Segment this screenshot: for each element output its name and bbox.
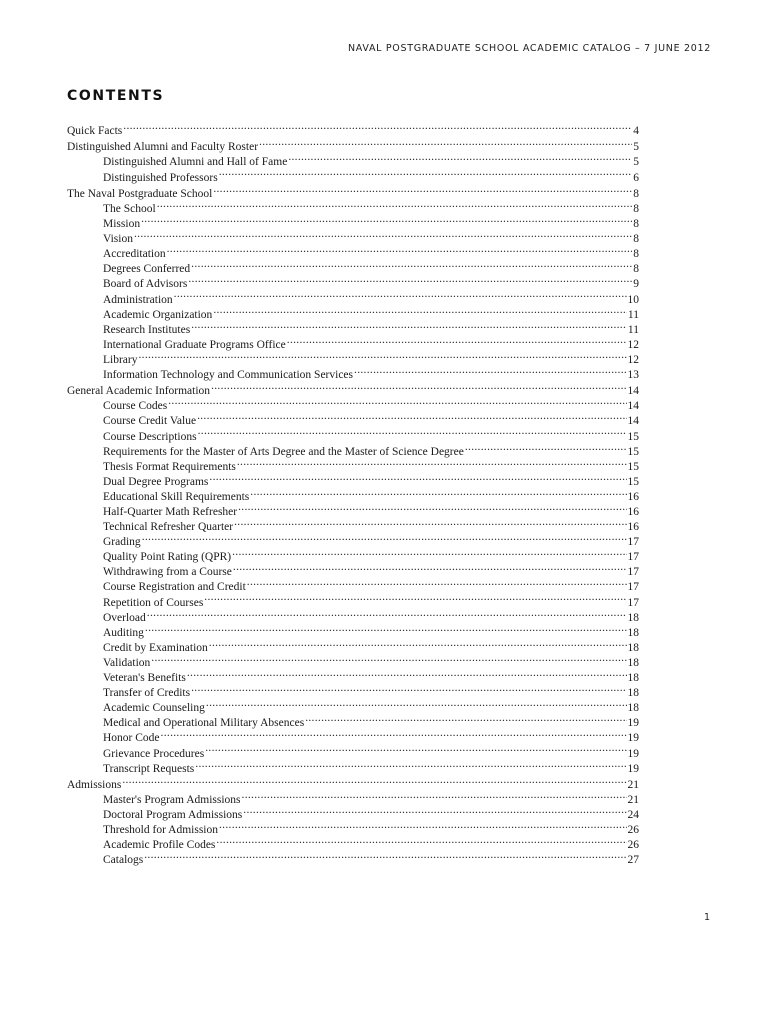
toc-entry[interactable] [67, 651, 639, 669]
toc-entry-page[interactable]: 19 [627, 732, 639, 745]
toc-entry-label[interactable]: Threshold for Admission [103, 824, 218, 837]
toc-entry-label[interactable]: General Academic Information [67, 385, 211, 398]
toc-entry[interactable] [67, 666, 639, 685]
dot-leader [141, 212, 632, 227]
dot-leader [188, 272, 632, 287]
toc-entry[interactable] [67, 135, 639, 154]
running-header: NAVAL POSTGRADUATE SCHOOL ACADEMIC CATALOG – 7 JUNE 2012 [347, 43, 711, 54]
toc-entry-page[interactable]: 17 [627, 551, 639, 564]
toc-entry-label[interactable]: Catalogs [103, 854, 144, 867]
toc-entry[interactable] [67, 545, 639, 564]
dot-leader [191, 681, 626, 696]
toc-entry-label[interactable]: Board of Advisors [103, 278, 188, 291]
toc-entry-label[interactable]: Auditing [103, 626, 144, 639]
dot-leader [233, 560, 627, 575]
toc-entry-page[interactable]: 8 [633, 233, 639, 246]
toc-entry-page[interactable]: 18 [627, 656, 639, 669]
dot-leader [211, 379, 626, 394]
toc-entry-page[interactable]: 11 [627, 308, 639, 321]
dot-leader [168, 394, 626, 409]
toc-entry[interactable] [67, 848, 639, 867]
toc-entry-page[interactable]: 15 [627, 430, 639, 443]
toc-entry-label[interactable]: Administration [103, 293, 173, 306]
toc-entry-label[interactable]: Library [103, 353, 138, 366]
toc-entry-label[interactable]: Research Institutes [103, 323, 191, 336]
toc-entry-label[interactable]: International Graduate Programs Office [103, 338, 286, 351]
toc-entry-label[interactable]: Distinguished Professors [103, 171, 218, 184]
page-title: CONTENTS [67, 88, 165, 104]
toc-entry-page[interactable]: 18 [627, 626, 639, 639]
dot-leader [219, 818, 627, 833]
dot-leader [354, 363, 626, 378]
toc-entry-label[interactable]: Admissions [67, 778, 122, 791]
toc-entry-label[interactable]: Course Codes [103, 400, 168, 413]
toc-entry[interactable] [67, 363, 639, 381]
toc-entry[interactable] [67, 227, 639, 246]
toc-entry-page[interactable]: 9 [633, 278, 639, 291]
page-number: 1 [703, 912, 710, 923]
toc-entry-page[interactable]: 15 [627, 475, 639, 488]
toc-entry-page[interactable]: 17 [627, 536, 639, 549]
toc-entry-label[interactable]: Educational Skill Requirements [103, 490, 250, 503]
toc-entry-label[interactable]: Withdrawing from a Course [103, 566, 232, 579]
toc-entry-page[interactable]: 18 [627, 702, 639, 715]
toc-entry-label[interactable]: Grievance Procedures [103, 747, 205, 760]
toc-entry-label[interactable]: Thesis Format Requirements [103, 460, 236, 473]
toc-entry-page[interactable]: 18 [627, 611, 639, 624]
toc-entry-label[interactable]: Repetition of Courses [103, 596, 204, 609]
dot-leader [157, 197, 633, 212]
dot-leader [134, 227, 632, 242]
toc-entry-page[interactable]: 14 [627, 415, 639, 428]
toc-entry-page[interactable]: 12 [627, 353, 639, 366]
dot-leader [174, 287, 627, 302]
toc-entry-page[interactable]: 19 [627, 747, 639, 760]
toc-entry[interactable] [67, 348, 639, 366]
toc-entry-page[interactable]: 4 [633, 125, 639, 138]
toc-entry-page[interactable]: 11 [627, 323, 639, 336]
toc-entry-label[interactable]: Transcript Requests [103, 762, 195, 775]
dot-leader [247, 575, 627, 590]
dot-leader [234, 515, 626, 530]
toc-entry-page[interactable]: 8 [633, 263, 639, 276]
toc-entry-page[interactable]: 26 [627, 839, 639, 852]
dot-leader [305, 711, 626, 726]
toc-entry-page[interactable]: 19 [627, 762, 639, 775]
toc-entry[interactable] [67, 212, 639, 231]
toc-entry-label[interactable]: The Naval Postgraduate School [67, 187, 213, 200]
dot-leader [237, 455, 627, 470]
toc-entry-label[interactable]: Degrees Conferred [103, 263, 191, 276]
toc-entry-label[interactable]: Medical and Operational Military Absences [103, 717, 305, 730]
dot-leader [242, 788, 627, 803]
toc-entry[interactable] [67, 119, 639, 138]
toc-entry-page[interactable]: 16 [627, 521, 639, 534]
toc-entry-page[interactable]: 21 [627, 778, 639, 791]
toc-entry-page[interactable]: 13 [627, 368, 639, 381]
dot-leader [138, 348, 626, 363]
dot-leader [191, 257, 632, 272]
toc-entry-label[interactable]: Vision [103, 233, 133, 246]
toc-entry-page[interactable]: 8 [633, 202, 639, 215]
toc-entry-label[interactable]: Doctoral Program Admissions [103, 809, 243, 822]
toc-entry-page[interactable]: 8 [633, 218, 639, 231]
toc-entry-label[interactable]: Technical Refresher Quarter [103, 521, 234, 534]
toc-entry-page[interactable]: 8 [633, 187, 639, 200]
toc-entry-label[interactable]: Distinguished Alumni and Faculty Roster [67, 141, 259, 154]
dot-leader [259, 135, 632, 150]
toc-entry[interactable] [67, 636, 639, 654]
dot-leader [195, 757, 626, 772]
toc-entry-page[interactable]: 12 [627, 338, 639, 351]
toc-entry-page[interactable]: 18 [627, 641, 639, 654]
toc-entry[interactable] [67, 621, 639, 639]
toc-entry-label[interactable]: Course Registration and Credit [103, 581, 246, 594]
toc-entry-page[interactable]: 27 [627, 854, 639, 867]
toc-entry-label[interactable]: Mission [103, 218, 141, 231]
toc-entry[interactable] [67, 606, 639, 624]
dot-leader [145, 621, 627, 636]
toc-entry-label[interactable]: Veteran's Benefits [103, 672, 186, 685]
toc-entry-page[interactable]: 26 [627, 824, 639, 837]
toc-entry-page[interactable]: 24 [627, 809, 639, 822]
toc-entry-page[interactable]: 14 [627, 385, 639, 398]
toc-entry-page[interactable]: 16 [627, 506, 639, 518]
toc-entry-label[interactable]: Overload [103, 611, 146, 624]
dot-leader [206, 696, 627, 711]
dot-leader [213, 182, 632, 197]
dot-leader [209, 470, 626, 485]
toc-entry-label[interactable]: Honor Code [103, 732, 160, 745]
toc-entry-label[interactable]: Credit by Examination [103, 641, 208, 654]
dot-leader [288, 150, 632, 165]
dot-leader [232, 545, 626, 560]
dot-leader [123, 119, 632, 134]
toc-entry-label[interactable]: Quick Facts [67, 125, 123, 138]
toc-entry-label[interactable]: Validation [103, 656, 151, 669]
dot-leader [197, 409, 626, 424]
dot-leader [238, 500, 626, 515]
table-of-contents [67, 119, 639, 867]
toc-entry-label[interactable]: Course Descriptions [103, 430, 197, 443]
dot-leader [216, 833, 626, 848]
toc-entry-label[interactable]: Information Technology and Communication Services [103, 368, 354, 381]
dot-leader [243, 803, 626, 818]
toc-entry-page[interactable]: 18 [627, 687, 639, 700]
toc-entry-page[interactable]: 21 [627, 793, 639, 806]
toc-entry-label[interactable]: Transfer of Credits [103, 687, 191, 700]
toc-entry-page[interactable]: 17 [627, 581, 639, 594]
toc-entry-page[interactable]: 19 [627, 717, 639, 730]
toc-entry-page[interactable]: 18 [627, 672, 639, 685]
dot-leader [122, 773, 626, 788]
dot-leader [213, 303, 627, 318]
toc-entry-page[interactable]: 17 [627, 566, 639, 579]
dot-leader [204, 590, 626, 605]
toc-entry[interactable] [67, 242, 639, 261]
dot-leader [198, 424, 627, 439]
toc-entry-label[interactable]: The School [103, 202, 156, 215]
dot-leader [161, 726, 627, 741]
toc-entry-page[interactable]: 15 [627, 460, 639, 473]
dot-leader [187, 666, 627, 681]
toc-entry-page[interactable]: 15 [627, 445, 639, 458]
toc-entry-page[interactable]: 16 [627, 490, 639, 503]
toc-entry-page[interactable]: 14 [627, 400, 639, 413]
dot-leader [147, 606, 627, 621]
toc-entry-label[interactable]: Academic Counseling [103, 702, 205, 715]
dot-leader [465, 440, 627, 455]
dot-leader [287, 333, 627, 348]
toc-entry-page[interactable]: 5 [633, 141, 639, 154]
toc-entry-label[interactable]: Quality Point Rating (QPR) [103, 551, 232, 564]
toc-entry[interactable] [67, 530, 639, 549]
dot-leader [205, 741, 626, 756]
toc-entry[interactable] [67, 773, 639, 791]
dot-leader [151, 651, 626, 666]
dot-leader [209, 636, 627, 651]
toc-entry-page[interactable]: 17 [627, 596, 639, 609]
toc-entry-label[interactable]: Requirements for the Master of Arts Degree and the Master of Science Degree [103, 445, 464, 458]
dot-leader [167, 242, 633, 257]
toc-entry-label[interactable]: Academic Profile Codes [103, 839, 216, 852]
toc-entry-label[interactable]: Dual Degree Programs [103, 475, 209, 488]
toc-entry-page[interactable]: 8 [633, 248, 639, 261]
dot-leader [250, 485, 626, 500]
toc-entry-label[interactable]: Academic Organization [103, 308, 213, 321]
dot-leader [191, 318, 627, 333]
toc-entry-label[interactable]: Accreditation [103, 248, 166, 261]
dot-leader [144, 848, 626, 863]
dot-leader [142, 530, 627, 545]
toc-entry-page[interactable]: 10 [627, 293, 639, 306]
toc-entry-label[interactable]: Half-Quarter Math Refresher [103, 506, 238, 518]
toc-entry[interactable] [67, 788, 639, 806]
toc-entry-label[interactable]: Grading [103, 536, 141, 549]
toc-entry-page[interactable]: 6 [633, 171, 639, 184]
toc-entry-label[interactable]: Distinguished Alumni and Hall of Fame [103, 156, 288, 169]
toc-entry-page[interactable]: 5 [633, 156, 639, 169]
dot-leader [219, 165, 633, 180]
toc-entry-label[interactable]: Course Credit Value [103, 415, 197, 428]
toc-entry-label[interactable]: Master's Program Admissions [103, 793, 241, 806]
